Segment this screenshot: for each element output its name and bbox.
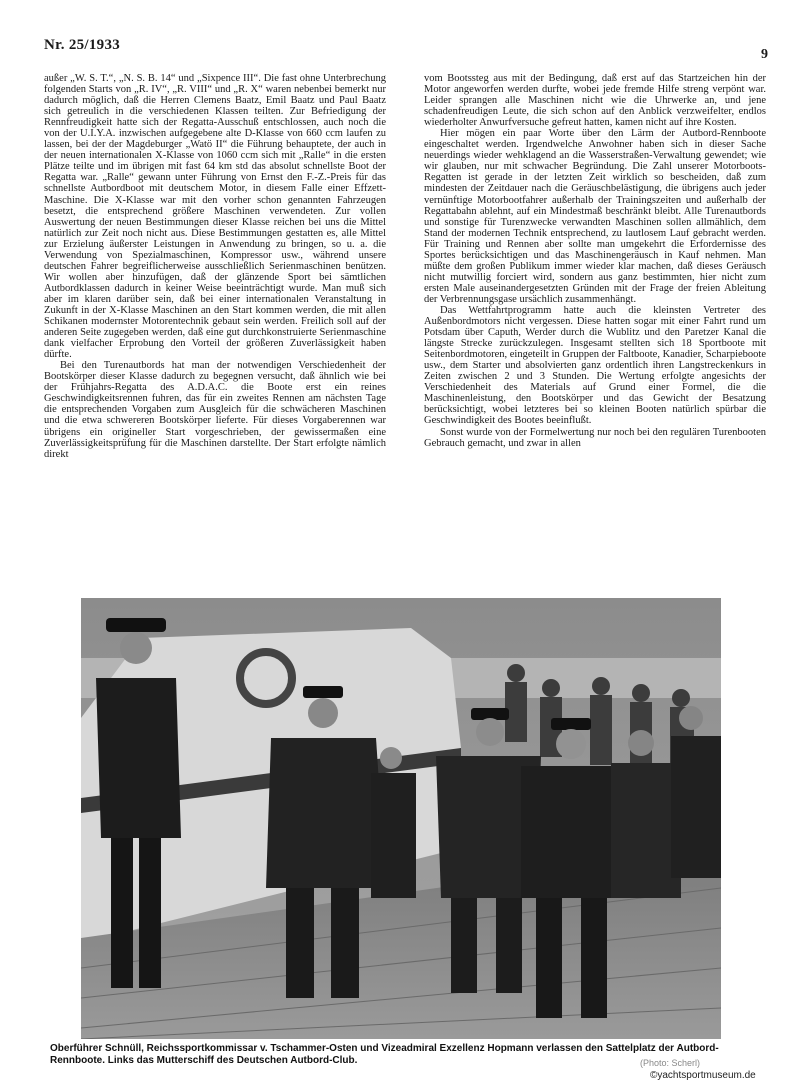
photo-caption: Oberführer Schnüll, Reichssportkommissar v. Tschammer-Osten und Vizeadmiral Exzellenz Hopmann verlassen den Sattelplatz der Autbord-Rennboote. Links das Mutterschiff des Deutschen Autbord-Club. <box>50 1043 719 1066</box>
left-paragraph-1: außer „W. S. T.“, „N. S. B. 14“ und „Sixpence III“. Die fast ohne Unterbrechung folgenden Starts von „R. IV“, „R. VIII“ und „R. X“ waren nebenbei bemerkt nur dadurch möglich, daß die Herren Clemens Baatz, Emil Baatz und Paul Baatz sich getreulich in die verschiedenen Klassen teilten. Zur Befriedigung der Rennfreudigkeit hatte sich der Regatta-Ausschuß entschlossen, auch noch die von der U.I.Y.A. inzwischen aufgegebene alte D-Klasse von 660 ccm laufen zu lassen, bei der der Magdeburger „Watö II“ die Führung behauptete, der auch in der neuen internationalen X-Klasse von 1060 ccm sich mit „Ralle“ in die ersten Plätze teilte und im übrigen mit fast 64 km std das absolut schnellste Boot der Regatta war. „Ralle“ gewann unter Führung von Ernst den F.-Z.-Preis für das schnellste Autbordboot mit deutschem Motor, in diesem Falle einer Effzett-Maschine. Die X-Klasse war mit den vorher schon genannten Fahrzeugen besetzt, die entsprechend größere Maschinen verwendeten. Zur vollen Auswertung der neuen Bestimmungen dieser Klasse reichen bei uns die Mittel natürlich zur Zeit noch nicht aus. Diese Bestimmungen gestatten es, alle Mittel zur Erzielung äußerster Leistungen in Anwendung zu bringen, so u. a. die Verwendung von Spezialmaschinen, Kompressor usw., während unsere deutschen Fahrer begreiflicherweise ausschließlich Serienmaschinen benützen. Wir wollen aber hinzufügen, daß der glänzende Sport bei sämtlichen Autbordklassen dadurch in keiner Weise beeinträchtigt wurde. Man muß sich aber im klaren darüber sein, daß bei einer internationalen Veranstaltung in Zukunft in der X-Klasse Maschinen an den Start kommen werden, die mit allen Schikanen modernster Motorentechnik gebaut sein werden. Freilich soll auf der anderen Seite zugegeben werden, daß eine gut durchkonstruierte Serienmaschine dank vielfacher Erprobung den Vorteil der größeren Zuverlässigkeit haben dürfte. <box>44 73 386 361</box>
article-column-right <box>424 73 766 449</box>
right-paragraph-3: Das Wettfahrtprogramm hatte auch die kleinsten Vertreter des Außenbordmotors nicht vergessen. Diese hatten sogar mit einer Fahrt rund um Potsdam über Caputh, Werder durch die Wublitz und den Paretzer Kanal die längste Strecke zurückzulegen. Insgesamt stellten sich 18 Sportboote mit Seitenbordmotoren, eingeteilt in Gruppen der Faltboote, Kanadier, Scharpieboote usw., dem Starter und absolvierten ganz ordentlich ihren Langstreckenkurs in Zeiten zwischen 2 und 3 Stunden. Die Wertung erfolgte angesichts der Verschiedenheit des Materials auf Grund einer Formel, die die Maschinenleistung, den Bootskörper und das Gewicht der Besatzung berücksichtigt, wobei letzteres bei so kleinen Booten natürlich spürbar die Geschwindigkeit des Bootes beeinflußt. <box>424 304 766 427</box>
right-paragraph-2: Hier mögen ein paar Worte über den Lärm der Autbord-Rennboote eingeschaltet werden. Irgendwelche Anwohner haben sich in dieser Sache neuerdings wieder wehklagend an die Wasserstraßen-Verwaltung gewendet; wie wir glauben, nur mit schwacher Begründung. Die Zahl unserer Motorboots-Regatten ist gerade in der letzten Zeit wirklich so bescheiden, daß zum mindesten der Zeitdauer nach die Geräuschbelästigung, die übrigens auch jeder vernünftige Motorbootfahrer außerhalb der Trainingszeiten und außerhalb der Regattabahn ablehnt, auf ein Mindestmaß beschränkt bleibt. Alle Turenautbords und sonstige für Turenzwecke verwandten Maschinen sollen allmählich, dem Stand der modernen Technik entsprechend, zu lautlosem Lauf gebracht werden. Für Training und Rennen aber sollte man umgekehrt die Erfordernisse des Sportes berücksichtigen und das Maschinengeräusch in Kauf nehmen. Man müßte dem großen Publikum immer wieder klar machen, daß dieses Geräusch nicht mutwillig forciert wird, sondern aus ganz bestimmten, hier nicht zum ersten Male auseinandergesetzten Gründen mit der Frage der freien Ableitung der Verbrennungsgase ursächlich zusammenhängt. <box>424 128 766 305</box>
left-paragraph-2: Bei den Turenautbords hat man der notwendigen Verschiedenheit der Bootskörper dieser Klasse dadurch zu begegnen versucht, daß ähnlich wie bei der Frühjahrs-Regatta des A.D.A.C. die Boote erst ein reines Geschwindigkeitsrennen fuhren, das für ein zweites Rennen am nächsten Tage die entsprechenden Vorgaben zum Ausgleich für die schwächeren Maschinen und die etwa schwereren Bootskörper lieferte. Für dieses Vorgaberennen war übrigens ein origineller Start vorgeschrieben, der gewissermaßen eine Zuverlässigkeitsprüfung für die Maschinen darstellte. Der Start erfolgte nämlich direkt <box>44 360 386 460</box>
photo-illustration <box>81 598 721 1039</box>
photo-credit: (Photo: Scherl) <box>640 1058 701 1068</box>
page-number: 9 <box>761 47 768 62</box>
article-column-left <box>44 73 386 460</box>
news-photograph <box>81 598 721 1039</box>
watermark: ©yachtsportmuseum.de <box>650 1070 756 1081</box>
right-paragraph-4: Sonst wurde von der Formelwertung nur noch bei den regulären Turenbooten Gebrauch gemacht, und zwar in allen <box>424 426 766 449</box>
issue-number: Nr. 25/1933 <box>44 37 121 53</box>
right-paragraph-1: vom Bootssteg aus mit der Bedingung, daß erst auf das Startzeichen hin der Motor angeworfen werden durfte, wobei jede fremde Hilfe streng verpönt war. Leider sprangen alle Maschinen nicht wie die Uhrwerke an, und jene schadenfreudigen Leute, die sich schon auf den Anblick verzweifelter, endlos wiederholter Anwurfversuche gefreut hatten, kamen nicht auf ihre Kosten. <box>424 73 766 129</box>
